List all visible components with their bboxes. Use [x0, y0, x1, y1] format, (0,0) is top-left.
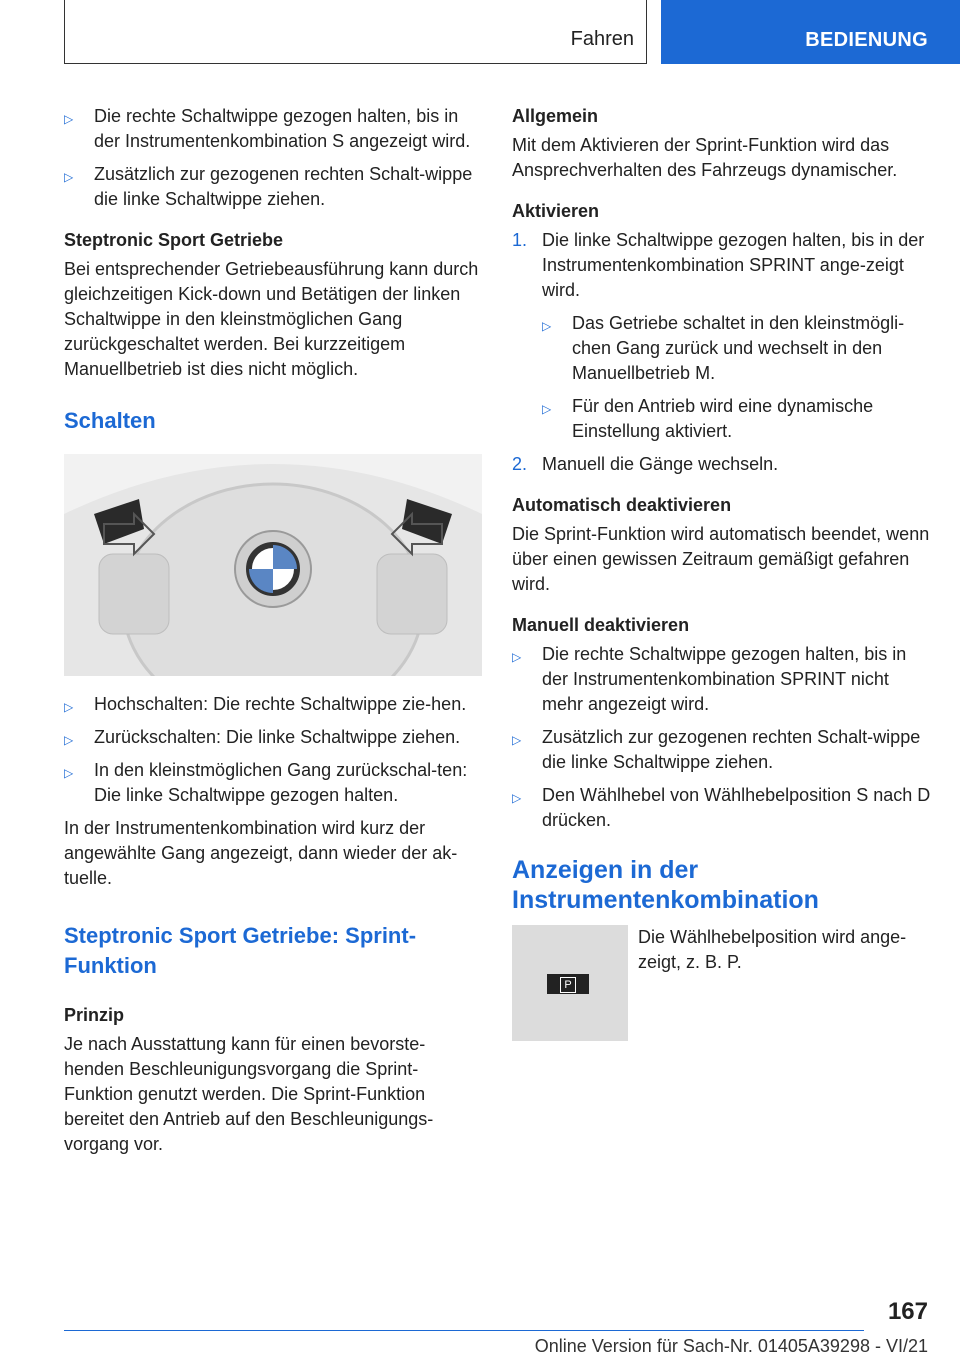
list-item-text: Hochschalten: Die rechte Schaltwippe zie‐hen.: [94, 694, 467, 714]
paragraph-automatisch: Die Sprint-Funktion wird automatisch beendet, wenn über einen gewissen Zeitraum gemäßigt gefahren wird.: [512, 524, 930, 594]
list-item-text: Die rechte Schaltwippe gezogen halten, bis in der Instrumentenkombination S angezeigt wird.: [94, 106, 471, 151]
heading-schalten: Schalten: [64, 408, 156, 433]
page-number: 167: [887, 1298, 928, 1325]
paragraph-schalten: In der Instrumentenkombination wird kurz der angewählte Gang angezeigt, dann wieder der ak‐tuelle.: [64, 818, 458, 888]
triangle-bullet-icon: ▷: [64, 733, 74, 747]
triangle-bullet-icon: ▷: [64, 766, 74, 780]
list-item-text: Zusätzlich zur gezogenen rechten Schalt‐wippe die linke Schaltwippe ziehen.: [94, 164, 473, 209]
subheading-prinzip: Prinzip: [64, 1005, 125, 1025]
left-column: [64, 104, 482, 1165]
gear-indicator: [547, 974, 589, 994]
heading-anzeigen: Anzeigen in der Instrumentenkombination: [512, 856, 819, 914]
header-section-tab: [64, 0, 647, 64]
subheading-sport: Steptronic Sport Getriebe: [64, 230, 284, 250]
list-item-text: Das Getriebe schaltet in den kleinstmögli‐chen Gang zurück und wechselt in den Manuellbetrieb M.: [572, 313, 905, 383]
step-number: 2.: [512, 454, 528, 474]
list-item: [512, 725, 932, 775]
list-item: [64, 725, 482, 750]
header-section-label: Fahren: [570, 28, 634, 50]
triangle-bullet-icon: ▷: [64, 170, 74, 184]
steering-wheel-illustration: [64, 454, 482, 676]
triangle-bullet-icon: ▷: [64, 700, 74, 714]
list-item-text: Zurückschalten: Die linke Schaltwippe ziehen.: [94, 727, 461, 747]
right-column: [512, 104, 932, 1041]
list-item: [64, 758, 482, 808]
subheading-automatisch: Automatisch deaktivieren: [512, 495, 732, 515]
list-item-text: Die rechte Schaltwippe gezogen halten, bis in der Instrumentenkombination SPRINT nicht mehr angezeigt wird.: [542, 644, 907, 714]
list-item: [512, 642, 932, 717]
triangle-bullet-icon: ▷: [512, 791, 522, 805]
steering-wheel-image: [64, 454, 482, 676]
paragraph-allgemein: Mit dem Aktivieren der Sprint-Funktion wird das Ansprechverhalten des Fahrzeugs dynamischer.: [512, 135, 898, 180]
list-item-text: Für den Antrieb wird eine dynamische Einstellung aktiviert.: [572, 396, 874, 441]
numbered-step: [512, 452, 932, 477]
list-item: [542, 311, 932, 386]
triangle-bullet-icon: ▷: [512, 650, 522, 664]
subheading-manuell: Manuell deaktivieren: [512, 615, 690, 635]
triangle-bullet-icon: ▷: [542, 319, 552, 333]
header-chapter-label: BEDIENUNG: [805, 29, 928, 51]
step-text: Die linke Schaltwippe gezogen halten, bis in der Instrumentenkombination SPRINT ange‐zeigt wird.: [542, 230, 925, 300]
heading-sprint-funktion: Steptronic Sport Getriebe: Sprint-Funktion: [64, 923, 417, 978]
header-chapter-tab: [661, 0, 960, 64]
subheading-aktivieren: Aktivieren: [512, 201, 600, 221]
paragraph-prinzip: Je nach Ausstattung kann für einen bevorste‐henden Beschleunigungsvorgang die Sprint-Funktion genutzt werden. Die Sprint-Funktion bereitet den Antrieb auf den Beschleunigungs‐vorgang vor.: [64, 1034, 434, 1154]
footer-online-version: Online Version für Sach-Nr. 01405A39298 - VI/21: [534, 1336, 928, 1356]
display-example: [512, 925, 932, 1041]
list-item: [64, 692, 482, 717]
triangle-bullet-icon: ▷: [542, 402, 552, 416]
list-item-text: Zusätzlich zur gezogenen rechten Schalt‐wippe die linke Schaltwippe ziehen.: [542, 727, 921, 772]
gear-letter: P: [560, 977, 576, 993]
list-item: [542, 394, 932, 444]
triangle-bullet-icon: ▷: [64, 112, 74, 126]
step-text: Manuell die Gänge wechseln.: [542, 454, 779, 474]
paragraph-anzeigen: Die Wählhebelposition wird ange‐zeigt, z. B. P.: [638, 927, 907, 972]
list-item: [64, 104, 482, 154]
subheading-allgemein: Allgemein: [512, 106, 599, 126]
paragraph-sport: Bei entsprechender Getriebeausführung kann durch gleichzeitigen Kick-down und Betätigen der linken Schaltwippe in den kleinstmöglichen Gang zurückgeschaltet werden. Bei kurzzeitigem Manuellbetrieb ist dies nicht möglich.: [64, 259, 479, 379]
gear-display-image: [512, 925, 628, 1041]
list-item: [64, 162, 482, 212]
triangle-bullet-icon: ▷: [512, 733, 522, 747]
list-item-text: Den Wählhebel von Wählhebelposition S nach D drücken.: [542, 785, 931, 830]
numbered-step: [512, 228, 932, 303]
list-item-text: In den kleinstmöglichen Gang zurückschal‐ten: Die linke Schaltwippe gezogen halten.: [94, 760, 468, 805]
step-number: 1.: [512, 230, 528, 250]
list-item: [512, 783, 932, 833]
footer-divider: [64, 1330, 864, 1331]
